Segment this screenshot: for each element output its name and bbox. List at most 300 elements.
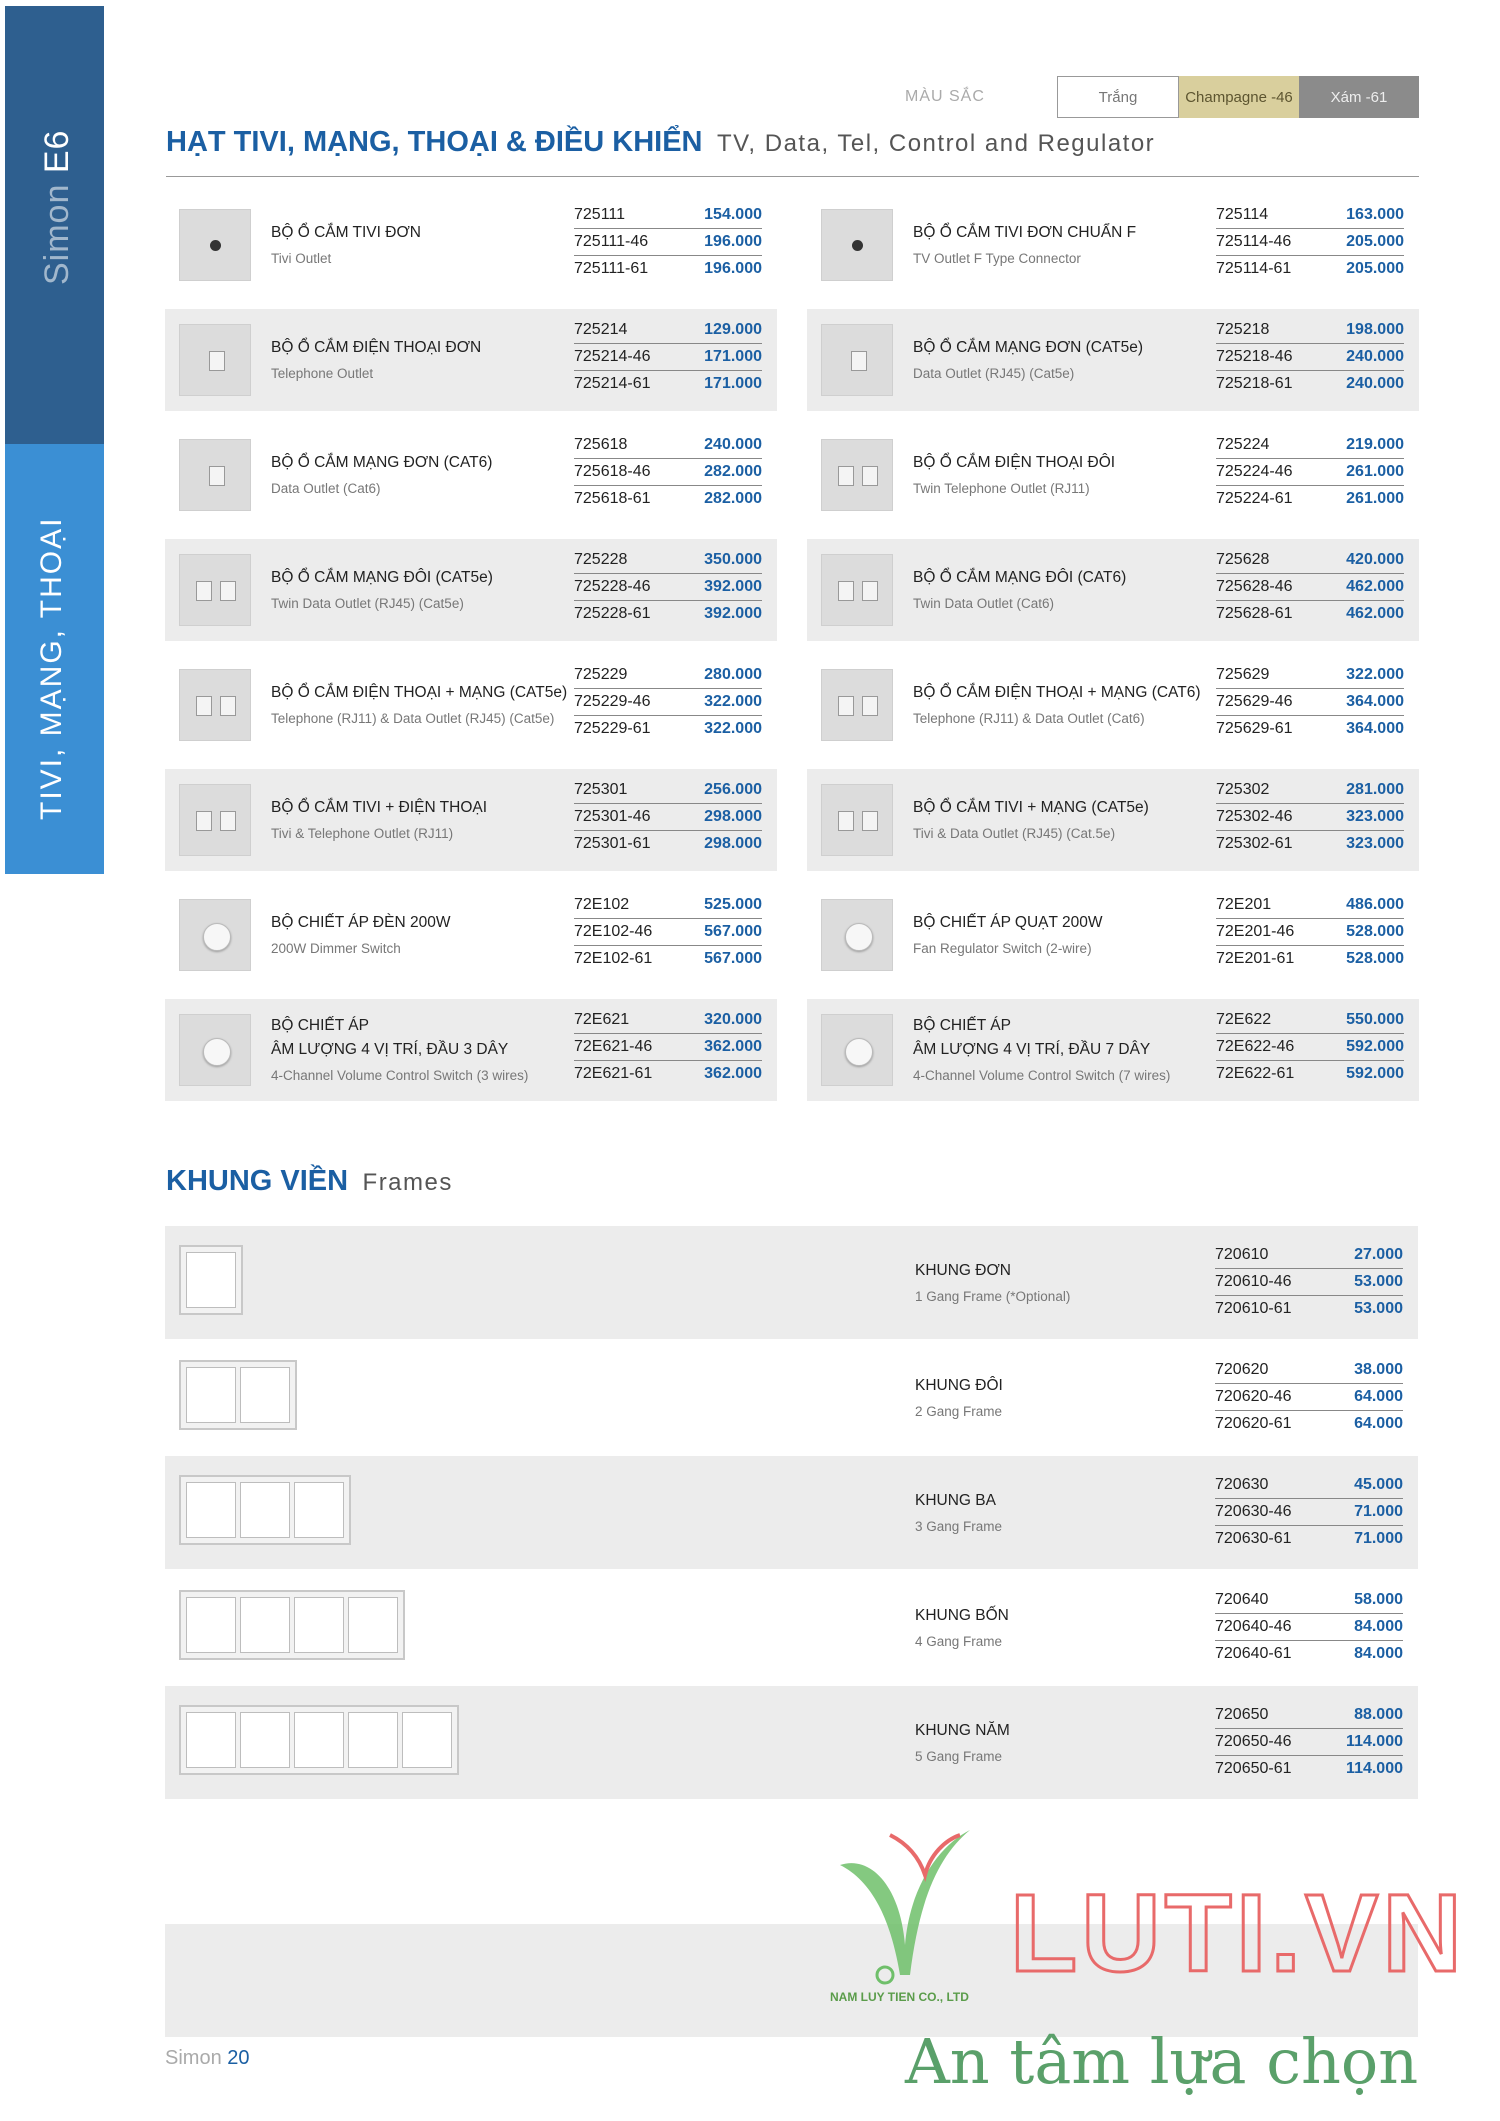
product-price: 163.000 [1346,206,1404,223]
product-code: 72E201-61 [1216,950,1295,967]
product-price: 420.000 [1346,551,1404,568]
product-price: 261.000 [1346,463,1404,480]
product-price: 280.000 [704,666,762,683]
product-image-icon [179,439,251,511]
section-title-vn: HẠT TIVI, MẠNG, THOẠI & ĐIỀU KHIỂN [166,126,703,158]
code-row [1216,804,1404,831]
frame-row [165,1571,1418,1684]
product-subtitle: Twin Telephone Outlet (RJ11) [913,481,1090,496]
product-codes [574,547,762,627]
code-row [574,716,762,742]
product-code: 72E621-61 [574,1065,653,1082]
code-row [574,344,762,371]
product-card [807,884,1419,986]
product-code: 725629-46 [1216,693,1293,710]
product-subtitle: Telephone (RJ11) & Data Outlet (RJ45) (Cat5e) [271,711,555,726]
frame-subtitle: 1 Gang Frame (*Optional) [915,1288,1071,1304]
code-row [1216,256,1404,282]
product-price: 298.000 [704,808,762,825]
product-card [807,654,1419,756]
product-price: 567.000 [704,923,762,940]
product-info [271,769,487,871]
code-row [1216,777,1404,804]
frame-name: KHUNG BỐN [915,1606,1009,1624]
product-price: 392.000 [704,605,762,622]
watermark-site: LUTI.VN [1010,1872,1466,1995]
product-name: BỘ Ổ CẮM ĐIỆN THOẠI + MẠNG (CAT6) [913,684,1201,701]
product-image-icon [821,1014,893,1086]
product-codes [574,317,762,397]
product-card [807,769,1419,871]
frame-code: 720630-46 [1215,1503,1292,1520]
frame-price: 64.000 [1354,1415,1403,1432]
code-row [574,777,762,804]
product-info [271,654,567,756]
product-code: 725629 [1216,666,1270,683]
frame-price: 27.000 [1354,1246,1403,1263]
page-number: 20 [227,2047,250,2069]
product-price: 298.000 [704,835,762,852]
product-codes [1216,432,1404,512]
product-price: 196.000 [704,260,762,277]
frame-price: 84.000 [1354,1645,1403,1662]
product-price: 282.000 [704,490,762,507]
product-info [913,539,1126,641]
sidebar-brand-light: Simon [38,183,76,285]
product-name: BỘ CHIẾT ÁP [271,1017,369,1034]
product-subtitle: 4-Channel Volume Control Switch (3 wires) [271,1068,529,1083]
product-info [913,194,1136,296]
product-code: 72E621 [574,1011,630,1028]
product-info [913,309,1143,411]
page-footer [165,2047,250,2070]
frame-code: 720610 [1215,1246,1269,1263]
code-row [574,831,762,857]
product-name: BỘ CHIẾT ÁP QUẠT 200W [913,914,1103,931]
code-row [1216,831,1404,857]
code-row [1215,1411,1403,1437]
product-card [807,539,1419,641]
product-code: 725214-46 [574,348,651,365]
product-code: 725628-61 [1216,605,1293,622]
code-row [574,574,762,601]
product-card [165,999,777,1101]
product-info [271,194,421,296]
code-row [1216,892,1404,919]
section-title-en: Frames [362,1169,453,1196]
product-subtitle: Data Outlet (RJ45) (Cat5e) [913,366,1075,381]
product-code: 725214 [574,321,628,338]
product-code: 725302 [1216,781,1270,798]
code-row [1216,547,1404,574]
code-row [1215,1242,1403,1269]
code-row [574,919,762,946]
product-image-icon [821,324,893,396]
product-code: 725224-61 [1216,490,1293,507]
product-price: 528.000 [1346,923,1404,940]
code-row [1216,229,1404,256]
code-row [574,486,762,512]
frame-price: 45.000 [1354,1476,1403,1493]
product-code: 725114 [1216,206,1269,223]
product-image-icon [821,209,893,281]
code-row [574,256,762,282]
color-swatch-white: Trắng [1057,76,1179,118]
product-code: 725301-61 [574,835,651,852]
product-price: 198.000 [1346,321,1404,338]
product-code: 725224 [1216,436,1270,453]
watermark-slogan: An tâm lựa chọn [905,2025,1419,2098]
product-card [165,424,777,526]
color-legend-label: MÀU SẮC [905,88,985,105]
code-row [1215,1729,1403,1756]
product-card [807,309,1419,411]
frame-code: 720620 [1215,1361,1269,1378]
product-price: 592.000 [1346,1038,1404,1055]
product-code: 725618-46 [574,463,651,480]
product-code: 72E102-46 [574,923,653,940]
product-subtitle: Tivi & Telephone Outlet (RJ11) [271,826,454,841]
frame-price: 64.000 [1354,1388,1403,1405]
product-price: 323.000 [1346,835,1404,852]
frame-name: KHUNG BA [915,1491,996,1509]
code-row [1216,919,1404,946]
code-row [1216,1007,1404,1034]
product-card [165,769,777,871]
company-logo-icon [830,1825,980,1995]
frame-image-icon [179,1475,351,1545]
product-code: 72E201-46 [1216,923,1295,940]
code-row [1216,1061,1404,1087]
product-subtitle: Telephone (RJ11) & Data Outlet (Cat6) [913,711,1145,726]
product-image-icon [179,209,251,281]
code-row [1216,689,1404,716]
section-title-en: TV, Data, Tel, Control and Regulator [716,130,1156,157]
product-card [165,884,777,986]
product-name: BỘ Ổ CẮM MẠNG ĐÔI (CAT6) [913,569,1127,586]
product-code: 725229-46 [574,693,651,710]
product-codes [574,1007,762,1087]
product-price: 362.000 [704,1038,762,1055]
section-title-frames [166,1165,453,1198]
product-image-icon [179,784,251,856]
product-price: 256.000 [704,781,762,798]
product-subtitle: Telephone Outlet [271,366,374,381]
product-code: 725111 [574,206,626,223]
sidebar-category: TIVI, MẠNG, THOẠI [35,516,68,820]
product-price: 392.000 [704,578,762,595]
product-price: 240.000 [704,436,762,453]
product-code: 725111-46 [574,233,649,250]
product-code: 725302-61 [1216,835,1293,852]
product-price: 282.000 [704,463,762,480]
code-row [574,601,762,627]
frame-price: 88.000 [1354,1706,1403,1723]
code-row [1215,1384,1403,1411]
code-row [574,202,762,229]
code-row [1216,371,1404,397]
code-row [574,1034,762,1061]
product-image-icon [821,899,893,971]
product-code: 72E102 [574,896,630,913]
code-row [1215,1269,1403,1296]
frame-code: 720650-46 [1215,1733,1292,1750]
product-code: 725228-46 [574,578,651,595]
product-name: BỘ CHIẾT ÁP ĐÈN 200W [271,914,451,931]
frame-price: 71.000 [1354,1530,1403,1547]
product-code: 725228 [574,551,628,568]
frame-name: KHUNG ĐƠN [915,1261,1011,1279]
frame-code: 720640-61 [1215,1645,1292,1662]
sidebar-brand [38,130,77,285]
frame-codes [1215,1357,1403,1437]
frame-image-icon [179,1705,459,1775]
product-code: 72E622 [1216,1011,1272,1028]
product-info [271,424,492,526]
product-code: 725628 [1216,551,1270,568]
product-info [271,539,493,641]
product-info [271,999,528,1101]
product-code: 72E622-61 [1216,1065,1295,1082]
frame-code: 720650 [1215,1706,1269,1723]
product-subtitle: Twin Data Outlet (Cat6) [913,596,1055,611]
product-info [913,884,1103,986]
product-code: 725629-61 [1216,720,1293,737]
product-card [807,999,1419,1101]
frame-price: 114.000 [1346,1760,1403,1777]
product-name: BỘ Ổ CẮM MẠNG ĐƠN (CAT6) [271,454,493,471]
product-price: 323.000 [1346,808,1404,825]
code-row [574,946,762,972]
product-code: 725218 [1216,321,1270,338]
product-subtitle: Tivi & Data Outlet (RJ45) (Cat.5e) [913,826,1116,841]
product-card [807,194,1419,296]
code-row [1216,202,1404,229]
product-code: 725229 [574,666,628,683]
product-code: 725301 [574,781,628,798]
footer-brand: Simon [165,2047,222,2069]
code-row [574,689,762,716]
product-price: 322.000 [1346,666,1404,683]
product-code: 72E622-46 [1216,1038,1295,1055]
product-image-icon [179,669,251,741]
code-row [1215,1614,1403,1641]
product-code: 725228-61 [574,605,651,622]
frame-code: 720630-61 [1215,1530,1292,1547]
code-row [574,317,762,344]
frame-codes [1215,1702,1403,1782]
frame-name: KHUNG NĂM [915,1721,1010,1739]
frame-code: 720610-46 [1215,1273,1292,1290]
product-codes [1216,662,1404,742]
code-row [574,804,762,831]
frame-image-icon [179,1590,405,1660]
product-price: 322.000 [704,720,762,737]
product-subtitle: Fan Regulator Switch (2-wire) [913,941,1092,956]
code-row [574,432,762,459]
product-price: 462.000 [1346,578,1404,595]
sidebar-brand-bold: E6 [38,129,76,174]
code-row [1216,716,1404,742]
product-info [913,654,1201,756]
product-image-icon [179,324,251,396]
product-price: 528.000 [1346,950,1404,967]
product-info [913,999,1170,1101]
frame-subtitle: 4 Gang Frame [915,1633,1003,1649]
product-card [165,539,777,641]
product-code: 725302-46 [1216,808,1293,825]
frame-codes [1215,1472,1403,1552]
frame-price: 58.000 [1354,1591,1403,1608]
code-row [1215,1357,1403,1384]
product-info [913,424,1115,526]
product-card [165,309,777,411]
code-row [1216,486,1404,512]
product-code: 725111-61 [574,260,649,277]
frame-code: 720640 [1215,1591,1269,1608]
watermark-company: NAM LUY TIEN CO., LTD [830,1990,969,2004]
product-card [807,424,1419,526]
product-codes [1216,202,1404,282]
product-price: 350.000 [704,551,762,568]
code-row [1215,1641,1403,1667]
code-row [574,662,762,689]
code-row [574,892,762,919]
product-info [271,309,481,411]
product-image-icon [179,899,251,971]
frame-code: 720650-61 [1215,1760,1292,1777]
frame-image-icon [179,1245,243,1315]
product-price: 129.000 [704,321,762,338]
frame-row [165,1341,1418,1454]
frame-price: 71.000 [1354,1503,1403,1520]
product-name: BỘ Ổ CẮM MẠNG ĐÔI (CAT5e) [271,569,493,586]
product-codes [1216,777,1404,857]
product-name: BỘ Ổ CẮM TIVI + ĐIỆN THOẠI [271,799,488,816]
product-codes [574,892,762,972]
code-row [574,371,762,397]
frame-code: 720620-46 [1215,1388,1292,1405]
code-row [1216,317,1404,344]
product-code: 725114-61 [1216,260,1292,277]
frame-row [165,1226,1418,1339]
product-price: 196.000 [704,233,762,250]
title-divider [166,176,1419,177]
product-codes [574,202,762,282]
product-codes [1216,317,1404,397]
code-row [1215,1472,1403,1499]
code-row [1215,1587,1403,1614]
product-name-line2: ÂM LƯỢNG 4 VỊ TRÍ, ĐẦU 7 DÂY [913,1041,1151,1058]
frame-price: 38.000 [1354,1361,1403,1378]
code-row [1215,1296,1403,1322]
code-row [1215,1756,1403,1782]
product-price: 171.000 [704,375,762,392]
product-info [271,884,450,986]
product-code: 725224-46 [1216,463,1293,480]
product-name: BỘ Ổ CẮM ĐIỆN THOẠI ĐƠN [271,339,482,356]
product-price: 362.000 [704,1065,762,1082]
frame-codes [1215,1587,1403,1667]
section-title-vn: KHUNG VIỀN [166,1165,349,1197]
product-price: 281.000 [1346,781,1404,798]
frame-subtitle: 2 Gang Frame [915,1403,1003,1419]
code-row [574,547,762,574]
product-code: 725218-61 [1216,375,1293,392]
product-price: 525.000 [704,896,762,913]
product-price: 171.000 [704,348,762,365]
product-subtitle: Tivi Outlet [271,251,332,266]
product-codes [1216,1007,1404,1087]
product-price: 322.000 [704,693,762,710]
product-image-icon [821,669,893,741]
product-info [913,769,1149,871]
frame-row [165,1456,1418,1569]
frame-code: 720630 [1215,1476,1269,1493]
product-card [165,654,777,756]
code-row [1216,574,1404,601]
code-row [1215,1702,1403,1729]
frame-info [915,1571,1009,1684]
product-image-icon [821,554,893,626]
product-codes [1216,892,1404,972]
product-subtitle: Twin Data Outlet (RJ45) (Cat5e) [271,596,464,611]
product-code: 72E621-46 [574,1038,653,1055]
product-name: BỘ Ổ CẮM ĐIỆN THOẠI ĐÔI [913,454,1116,471]
product-codes [574,432,762,512]
product-price: 154.000 [704,206,762,223]
product-code: 725218-46 [1216,348,1293,365]
code-row [1216,601,1404,627]
product-price: 567.000 [704,950,762,967]
frame-info [915,1341,1003,1454]
product-image-icon [821,784,893,856]
frame-code: 720620-61 [1215,1415,1292,1432]
frame-info [915,1226,1070,1339]
product-price: 364.000 [1346,720,1404,737]
code-row [574,459,762,486]
product-code: 725214-61 [574,375,651,392]
product-code: 725229-61 [574,720,651,737]
product-price: 205.000 [1346,260,1404,277]
frame-price: 114.000 [1346,1733,1403,1750]
code-row [1215,1526,1403,1552]
frame-code: 720640-46 [1215,1618,1292,1635]
code-row [1215,1499,1403,1526]
product-code: 725114-46 [1216,233,1292,250]
product-price: 592.000 [1346,1065,1404,1082]
product-name: BỘ Ổ CẮM MẠNG ĐƠN (CAT5e) [913,339,1144,356]
product-price: 462.000 [1346,605,1404,622]
color-swatch-champagne: Champagne -46 [1179,76,1299,118]
product-price: 486.000 [1346,896,1404,913]
product-codes [1216,547,1404,627]
code-row [574,229,762,256]
frame-price: 53.000 [1354,1273,1403,1290]
product-image-icon [179,1014,251,1086]
code-row [1216,662,1404,689]
frame-row [165,1686,1418,1799]
product-image-icon [821,439,893,511]
product-price: 261.000 [1346,490,1404,507]
product-image-icon [179,554,251,626]
code-row [1216,459,1404,486]
code-row [574,1061,762,1087]
frame-code: 720610-61 [1215,1300,1292,1317]
product-name: BỘ CHIẾT ÁP [913,1017,1011,1034]
frame-price: 84.000 [1354,1618,1403,1635]
product-code: 725301-46 [574,808,651,825]
